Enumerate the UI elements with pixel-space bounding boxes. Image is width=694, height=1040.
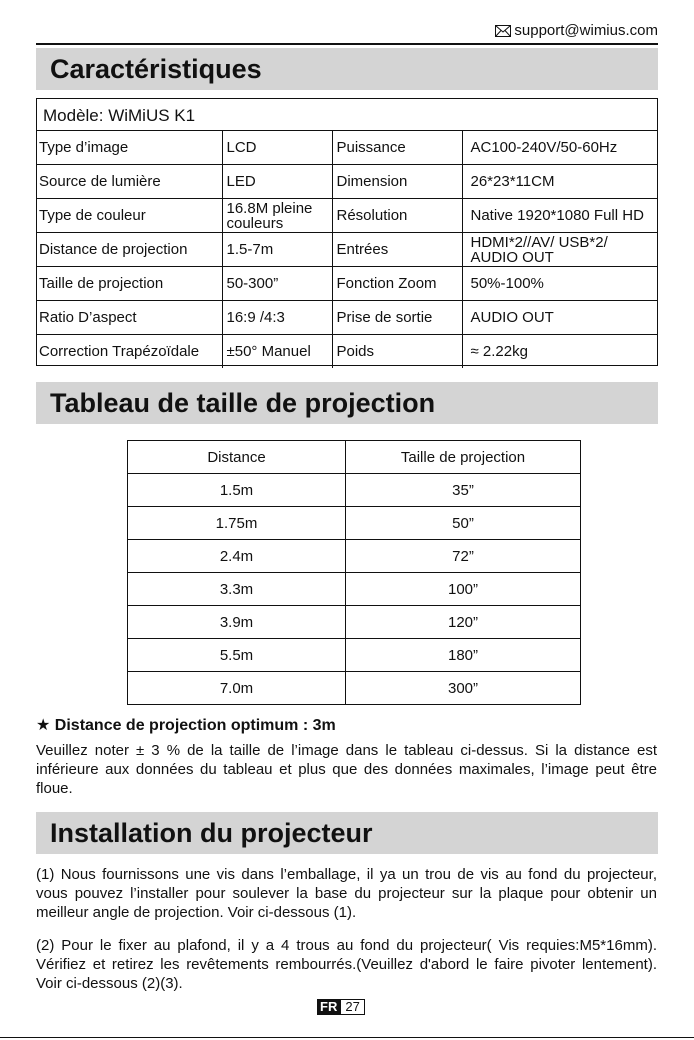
spec-label: Type d’image xyxy=(37,131,222,165)
section-title-specs: Caractéristiques xyxy=(36,48,658,90)
size-table-row xyxy=(128,474,581,507)
optimum-distance: ★ Distance de projection optimum : 3m xyxy=(36,717,336,734)
spec-label: Distance de projection xyxy=(37,233,222,267)
spec-row xyxy=(37,267,657,301)
spec-label: Fonction Zoom xyxy=(332,267,462,301)
size-table-distance: 1.5m xyxy=(128,474,346,507)
spec-value: Native 1920*1080 Full HD xyxy=(462,199,657,233)
spec-value: AUDIO OUT xyxy=(462,301,657,335)
install-paragraph-1: (1) Nous fournissons une vis dans l’emballage, il ya un trou de vis au fond du projecteur, vous pouvez l’installer pour soulever la base du projecteur sur la plaque pour obtenir un meilleur angle de projection. Voir ci-dessous (1). xyxy=(36,866,657,921)
section-title-install: Installation du projecteur xyxy=(36,812,658,854)
footer-divider xyxy=(0,1037,694,1038)
size-table-distance: 2.4m xyxy=(128,540,346,573)
install-paragraph-2: (2) Pour le fixer au plafond, il y a 4 trous au fond du projecteur( Vis requies:M5*16mm). Vérifiez et retirez les revêtements rembourrés.(Veuillez d'abord le faire pivoter lentement). Voir ci-dessous (2)(3). xyxy=(36,937,657,992)
projection-size-table xyxy=(127,440,581,705)
size-table-row xyxy=(128,573,581,606)
spec-row xyxy=(37,335,657,369)
size-table-row xyxy=(128,507,581,540)
spec-label: Entrées xyxy=(332,233,462,267)
spec-row xyxy=(37,165,657,199)
spec-label: Résolution xyxy=(332,199,462,233)
section-title-size-table: Tableau de taille de projection xyxy=(36,382,658,424)
size-table-row xyxy=(128,639,581,672)
size-table-size: 120” xyxy=(346,606,581,639)
specs-table xyxy=(37,131,657,368)
spec-row xyxy=(37,301,657,335)
size-table-row xyxy=(128,540,581,573)
spec-value: 16:9 /4:3 xyxy=(222,301,332,335)
spec-value: HDMI*2//AV/ USB*2/ AUDIO OUT xyxy=(462,233,657,267)
spec-value: LCD xyxy=(222,131,332,165)
spec-label: Taille de projection xyxy=(37,267,222,301)
size-table-size: 100” xyxy=(346,573,581,606)
size-table-size: 35” xyxy=(346,474,581,507)
specs-box xyxy=(36,98,658,366)
size-table-row xyxy=(128,606,581,639)
spec-label: Correction Trapézoïdale xyxy=(37,335,222,369)
spec-row xyxy=(37,131,657,165)
size-table-header-distance: Distance xyxy=(128,441,346,474)
spec-value: 1.5-7m xyxy=(222,233,332,267)
spec-label: Prise de sortie xyxy=(332,301,462,335)
size-note-paragraph: Veuillez noter ± 3 % de la taille de l’image dans le tableau ci-dessus. Si la distance est inférieure aux données du tableau et plus que des données maximales, l’image peut être floue. xyxy=(36,742,657,797)
size-table-distance: 7.0m xyxy=(128,672,346,705)
size-table-size: 50” xyxy=(346,507,581,540)
spec-row xyxy=(37,233,657,267)
size-table-distance: 3.3m xyxy=(128,573,346,606)
support-email-text: support@wimius.com xyxy=(514,22,658,39)
spec-label: Ratio D’aspect xyxy=(37,301,222,335)
spec-value: AC100-240V/50-60Hz xyxy=(462,131,657,165)
spec-value: 16.8M pleine couleurs xyxy=(222,199,332,233)
spec-label: Type de couleur xyxy=(37,199,222,233)
spec-value: 26*23*11CM xyxy=(462,165,657,199)
size-table-header-size: Taille de projection xyxy=(346,441,581,474)
size-table-distance: 5.5m xyxy=(128,639,346,672)
size-table-distance: 1.75m xyxy=(128,507,346,540)
header-divider xyxy=(36,43,658,45)
size-table-size: 72” xyxy=(346,540,581,573)
size-table-distance: 3.9m xyxy=(128,606,346,639)
mail-icon xyxy=(495,25,511,37)
page-number xyxy=(317,999,365,1015)
size-table-row xyxy=(128,672,581,705)
page-language: FR xyxy=(317,999,340,1015)
spec-label: Source de lumière xyxy=(37,165,222,199)
spec-label: Poids xyxy=(332,335,462,369)
size-table-header-row xyxy=(128,441,581,474)
spec-value: ±50° Manuel xyxy=(222,335,332,369)
model-name: Modèle: WiMiUS K1 xyxy=(37,99,657,131)
size-table-size: 300” xyxy=(346,672,581,705)
spec-label: Puissance xyxy=(332,131,462,165)
support-email xyxy=(495,22,658,39)
spec-label: Dimension xyxy=(332,165,462,199)
spec-value: 50%-100% xyxy=(462,267,657,301)
spec-value: LED xyxy=(222,165,332,199)
spec-row xyxy=(37,199,657,233)
size-table-size: 180” xyxy=(346,639,581,672)
spec-value: ≈ 2.22kg xyxy=(470,343,528,360)
spec-value: 50-300” xyxy=(222,267,332,301)
page-number-value: 27 xyxy=(340,999,364,1015)
